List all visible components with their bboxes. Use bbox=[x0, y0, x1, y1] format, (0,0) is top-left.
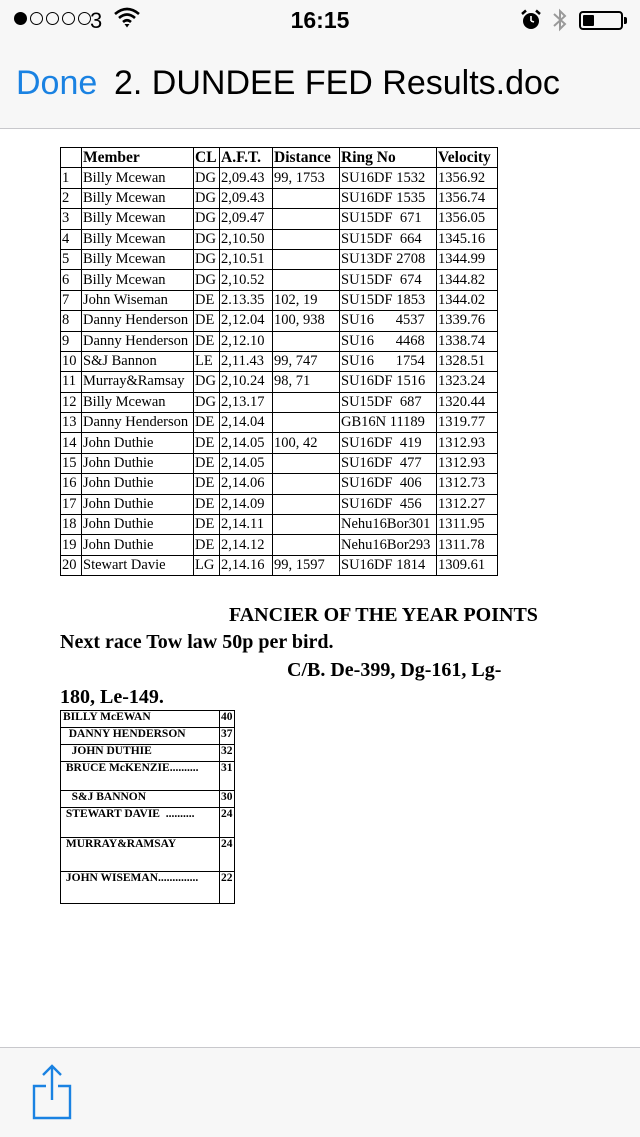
table-cell: SU16DF 456 bbox=[340, 494, 437, 514]
table-row bbox=[61, 515, 498, 535]
table-cell: 17 bbox=[61, 494, 82, 514]
status-bar bbox=[0, 0, 640, 40]
table-cell: 1345.16 bbox=[437, 229, 498, 249]
points-row bbox=[61, 808, 235, 838]
results-header-cell: Distance bbox=[273, 148, 340, 168]
carrier-name: 3 bbox=[90, 8, 103, 33]
table-row bbox=[61, 392, 498, 412]
table-cell: LE bbox=[194, 351, 220, 371]
points-row bbox=[61, 838, 235, 872]
table-cell: 99, 1753 bbox=[273, 168, 340, 188]
table-cell: 2,12.04 bbox=[220, 311, 273, 331]
table-cell: SU16 4537 bbox=[340, 311, 437, 331]
table-cell: SU16DF 419 bbox=[340, 433, 437, 453]
table-cell: John Duthie bbox=[82, 474, 194, 494]
table-cell bbox=[273, 392, 340, 412]
table-row bbox=[61, 535, 498, 555]
status-time: 16:15 bbox=[290, 7, 350, 33]
navigation-bar bbox=[0, 40, 640, 129]
table-row bbox=[61, 290, 498, 310]
table-cell: DE bbox=[194, 433, 220, 453]
table-cell: SU16 4468 bbox=[340, 331, 437, 351]
table-cell: 2,09.43 bbox=[220, 188, 273, 208]
table-cell: 20 bbox=[61, 555, 82, 575]
table-cell: 1338.74 bbox=[437, 331, 498, 351]
table-cell: DG bbox=[194, 209, 220, 229]
table-cell: 1309.61 bbox=[437, 555, 498, 575]
table-cell: 1344.82 bbox=[437, 270, 498, 290]
fancier-name: JOHN DUTHIE bbox=[61, 745, 220, 762]
results-header-cell: CL bbox=[194, 148, 220, 168]
table-cell: 2,09.43 bbox=[220, 168, 273, 188]
fancier-name: BRUCE McKENZIE.......... bbox=[61, 762, 220, 791]
table-cell: Billy Mcewan bbox=[82, 168, 194, 188]
table-cell: 2,14.05 bbox=[220, 433, 273, 453]
table-cell bbox=[273, 474, 340, 494]
table-row bbox=[61, 311, 498, 331]
table-cell: 2 bbox=[61, 188, 82, 208]
table-cell: 18 bbox=[61, 515, 82, 535]
table-cell bbox=[273, 270, 340, 290]
table-cell: 102, 19 bbox=[273, 290, 340, 310]
results-header-cell: Member bbox=[82, 148, 194, 168]
table-cell: 2,14.09 bbox=[220, 494, 273, 514]
table-cell bbox=[273, 535, 340, 555]
table-cell: 1320.44 bbox=[437, 392, 498, 412]
fancier-points: 24 bbox=[220, 838, 235, 872]
table-cell: Billy Mcewan bbox=[82, 188, 194, 208]
results-header-cell: A.F.T. bbox=[220, 148, 273, 168]
table-cell: SU16DF 1532 bbox=[340, 168, 437, 188]
table-cell: Billy Mcewan bbox=[82, 392, 194, 412]
table-cell: S&J Bannon bbox=[82, 351, 194, 371]
table-cell: SU16DF 1814 bbox=[340, 555, 437, 575]
fancier-points: 24 bbox=[220, 808, 235, 838]
table-cell: GB16N 11189 bbox=[340, 413, 437, 433]
fancier-points: 22 bbox=[220, 872, 235, 904]
table-cell: John Duthie bbox=[82, 515, 194, 535]
table-cell: 8 bbox=[61, 311, 82, 331]
results-header-cell: Velocity bbox=[437, 148, 498, 168]
table-cell: 2,14.12 bbox=[220, 535, 273, 555]
bluetooth-icon bbox=[551, 7, 569, 33]
table-cell: 99, 1597 bbox=[273, 555, 340, 575]
fancier-name: DANNY HENDERSON bbox=[61, 728, 220, 745]
table-cell: 12 bbox=[61, 392, 82, 412]
table-cell: 14 bbox=[61, 433, 82, 453]
table-row bbox=[61, 413, 498, 433]
table-cell: 100, 938 bbox=[273, 311, 340, 331]
results-header-cell: Ring No bbox=[340, 148, 437, 168]
table-cell: LG bbox=[194, 555, 220, 575]
table-cell: SU16 1754 bbox=[340, 351, 437, 371]
table-cell: 99, 747 bbox=[273, 351, 340, 371]
table-cell: 2,12.10 bbox=[220, 331, 273, 351]
table-cell: 98, 71 bbox=[273, 372, 340, 392]
table-cell: 15 bbox=[61, 453, 82, 473]
table-cell: 2,14.11 bbox=[220, 515, 273, 535]
table-row bbox=[61, 372, 498, 392]
points-row bbox=[61, 711, 235, 728]
table-cell: 2,10.52 bbox=[220, 270, 273, 290]
fancier-points: 30 bbox=[220, 791, 235, 808]
table-cell: 1312.93 bbox=[437, 453, 498, 473]
table-row bbox=[61, 351, 498, 371]
table-cell: 2,10.50 bbox=[220, 229, 273, 249]
fancier-name: S&J BANNON bbox=[61, 791, 220, 808]
table-row bbox=[61, 270, 498, 290]
table-cell: 19 bbox=[61, 535, 82, 555]
table-cell: Stewart Davie bbox=[82, 555, 194, 575]
table-cell: 1356.74 bbox=[437, 188, 498, 208]
table-row bbox=[61, 229, 498, 249]
table-cell: 1319.77 bbox=[437, 413, 498, 433]
table-cell: John Duthie bbox=[82, 433, 194, 453]
table-cell: 13 bbox=[61, 413, 82, 433]
table-cell: DE bbox=[194, 331, 220, 351]
table-row bbox=[61, 331, 498, 351]
fancier-name: MURRAY&RAMSAY bbox=[61, 838, 220, 872]
next-race-note: Next race Tow law 50p per bird. bbox=[60, 631, 334, 653]
table-cell: Billy Mcewan bbox=[82, 209, 194, 229]
table-cell: 2,10.51 bbox=[220, 249, 273, 269]
table-row bbox=[61, 168, 498, 188]
table-cell: Billy Mcewan bbox=[82, 249, 194, 269]
table-cell: 1344.02 bbox=[437, 290, 498, 310]
table-cell: DG bbox=[194, 392, 220, 412]
points-row bbox=[61, 762, 235, 791]
table-cell bbox=[273, 515, 340, 535]
alarm-icon bbox=[520, 9, 542, 31]
fancier-points: 37 bbox=[220, 728, 235, 745]
table-cell: Nehu16Bor293 bbox=[340, 535, 437, 555]
table-cell: DG bbox=[194, 270, 220, 290]
table-cell: DG bbox=[194, 249, 220, 269]
fancier-name: BILLY McEWAN bbox=[61, 711, 220, 728]
table-row bbox=[61, 188, 498, 208]
table-cell: DG bbox=[194, 372, 220, 392]
points-row bbox=[61, 872, 235, 904]
fancier-points: 40 bbox=[220, 711, 235, 728]
fancier-name: JOHN WISEMAN.............. bbox=[61, 872, 220, 904]
table-cell bbox=[273, 331, 340, 351]
table-cell: John Wiseman bbox=[82, 290, 194, 310]
bottom-toolbar bbox=[0, 1047, 640, 1137]
table-cell: 2,13.17 bbox=[220, 392, 273, 412]
table-cell: 100, 42 bbox=[273, 433, 340, 453]
table-cell: 6 bbox=[61, 270, 82, 290]
table-cell: SU15DF 674 bbox=[340, 270, 437, 290]
table-cell: DG bbox=[194, 188, 220, 208]
table-cell: 1339.76 bbox=[437, 311, 498, 331]
table-row bbox=[61, 249, 498, 269]
table-cell: 2,14.04 bbox=[220, 413, 273, 433]
table-cell: 1311.95 bbox=[437, 515, 498, 535]
table-cell: DE bbox=[194, 290, 220, 310]
table-cell: SU13DF 2708 bbox=[340, 249, 437, 269]
table-row bbox=[61, 555, 498, 575]
points-row bbox=[61, 728, 235, 745]
table-cell: 1312.73 bbox=[437, 474, 498, 494]
table-cell: SU16DF 477 bbox=[340, 453, 437, 473]
table-cell: SU16DF 406 bbox=[340, 474, 437, 494]
table-cell bbox=[273, 494, 340, 514]
table-cell: 2,09.47 bbox=[220, 209, 273, 229]
table-row bbox=[61, 433, 498, 453]
table-cell: John Duthie bbox=[82, 535, 194, 555]
done-button[interactable]: Done bbox=[16, 64, 98, 102]
table-cell: SU15DF 687 bbox=[340, 392, 437, 412]
table-cell: DE bbox=[194, 453, 220, 473]
table-cell: Billy Mcewan bbox=[82, 270, 194, 290]
table-cell: DG bbox=[194, 168, 220, 188]
table-cell: Danny Henderson bbox=[82, 331, 194, 351]
table-cell: SU15DF 1853 bbox=[340, 290, 437, 310]
table-cell bbox=[273, 453, 340, 473]
table-cell: John Duthie bbox=[82, 453, 194, 473]
points-row bbox=[61, 745, 235, 762]
table-cell: 2,10.24 bbox=[220, 372, 273, 392]
table-cell: DE bbox=[194, 311, 220, 331]
table-cell: DE bbox=[194, 535, 220, 555]
table-cell: DE bbox=[194, 474, 220, 494]
table-cell: SU16DF 1535 bbox=[340, 188, 437, 208]
table-cell: 5 bbox=[61, 249, 82, 269]
fancier-name: STEWART DAVIE .......... bbox=[61, 808, 220, 838]
club-birds-line-1: C/B. De-399, Dg-161, Lg- bbox=[287, 659, 502, 681]
table-row bbox=[61, 453, 498, 473]
table-row bbox=[61, 474, 498, 494]
results-header-cell bbox=[61, 148, 82, 168]
table-cell: DE bbox=[194, 413, 220, 433]
table-cell: Danny Henderson bbox=[82, 413, 194, 433]
table-cell: SU15DF 664 bbox=[340, 229, 437, 249]
table-cell: 4 bbox=[61, 229, 82, 249]
table-cell bbox=[273, 209, 340, 229]
table-cell: John Duthie bbox=[82, 494, 194, 514]
table-cell: Billy Mcewan bbox=[82, 229, 194, 249]
table-cell: 2,14.05 bbox=[220, 453, 273, 473]
table-cell: 2.13.35 bbox=[220, 290, 273, 310]
table-cell: 2,11.43 bbox=[220, 351, 273, 371]
table-cell bbox=[273, 188, 340, 208]
table-cell: 1312.27 bbox=[437, 494, 498, 514]
table-cell: 16 bbox=[61, 474, 82, 494]
battery-icon bbox=[579, 11, 623, 30]
table-cell: 11 bbox=[61, 372, 82, 392]
table-cell: Nehu16Bor301 bbox=[340, 515, 437, 535]
table-cell bbox=[273, 229, 340, 249]
table-cell: 1323.24 bbox=[437, 372, 498, 392]
table-cell: DE bbox=[194, 494, 220, 514]
table-cell: 1328.51 bbox=[437, 351, 498, 371]
table-row bbox=[61, 494, 498, 514]
table-cell: 2,14.16 bbox=[220, 555, 273, 575]
fancier-points: 31 bbox=[220, 762, 235, 791]
table-cell: 3 bbox=[61, 209, 82, 229]
table-cell: 1312.93 bbox=[437, 433, 498, 453]
points-row bbox=[61, 791, 235, 808]
table-cell: DE bbox=[194, 515, 220, 535]
club-birds-line-2: 180, Le-149. bbox=[60, 686, 164, 708]
table-cell: 9 bbox=[61, 331, 82, 351]
results-header-row bbox=[61, 148, 498, 168]
table-cell: SU16DF 1516 bbox=[340, 372, 437, 392]
fancier-points: 32 bbox=[220, 745, 235, 762]
document-viewer[interactable] bbox=[0, 129, 640, 1047]
table-cell: 1311.78 bbox=[437, 535, 498, 555]
table-cell: Murray&Ramsay bbox=[82, 372, 194, 392]
table-cell: DG bbox=[194, 229, 220, 249]
table-cell: 1344.99 bbox=[437, 249, 498, 269]
battery-level bbox=[583, 15, 594, 26]
table-cell: 7 bbox=[61, 290, 82, 310]
table-cell: 10 bbox=[61, 351, 82, 371]
table-cell: 1 bbox=[61, 168, 82, 188]
table-cell: 1356.05 bbox=[437, 209, 498, 229]
table-cell bbox=[273, 413, 340, 433]
document-title: 2. DUNDEE FED Results.doc bbox=[114, 64, 560, 102]
fancier-points-table bbox=[60, 710, 235, 904]
table-row bbox=[61, 209, 498, 229]
table-cell bbox=[273, 249, 340, 269]
table-cell: SU15DF 671 bbox=[340, 209, 437, 229]
table-cell: Danny Henderson bbox=[82, 311, 194, 331]
fancier-of-year-heading: FANCIER OF THE YEAR POINTS bbox=[229, 604, 538, 626]
table-cell: 2,14.06 bbox=[220, 474, 273, 494]
table-cell: 1356.92 bbox=[437, 168, 498, 188]
share-icon[interactable] bbox=[32, 1064, 72, 1120]
results-table bbox=[60, 147, 498, 576]
